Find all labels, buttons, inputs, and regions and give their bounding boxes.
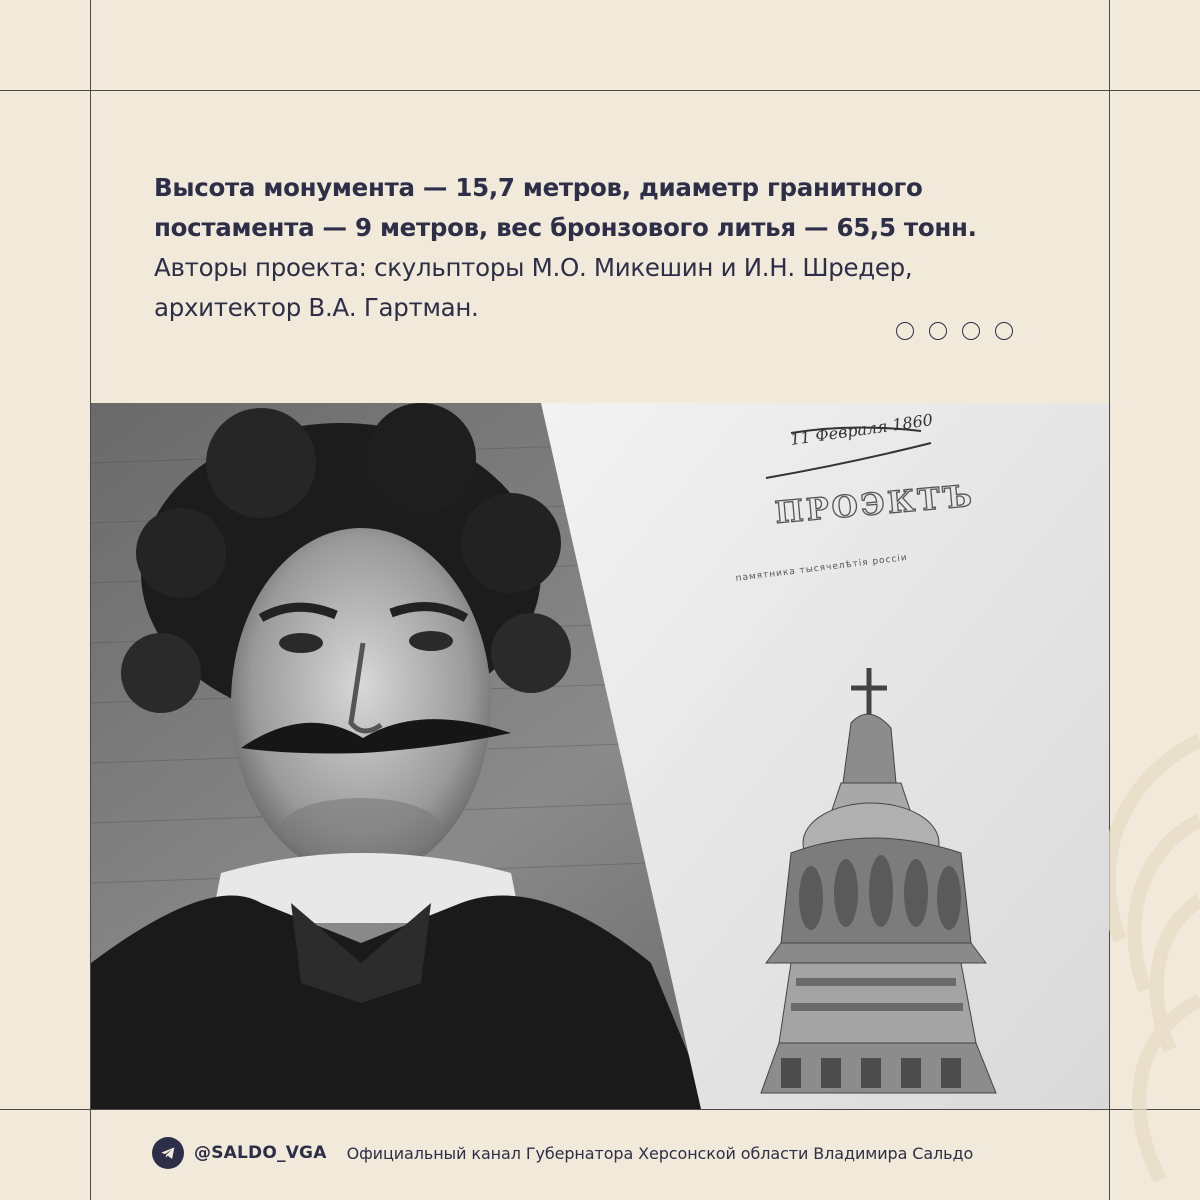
pagination-dot[interactable] [896, 322, 914, 340]
caption-bold: Высота монумента — 15,7 метров, диаметр гранитного постамента — 9 метров, вес бронзового литья — 65,5 тонн. [154, 173, 977, 242]
pagination-dots [896, 322, 1013, 344]
telegram-icon[interactable] [152, 1137, 184, 1169]
caption-text [154, 168, 1034, 328]
frame-line-top [0, 90, 1200, 91]
photo-illustration [91, 403, 1109, 1109]
svg-text:11 Февраля 1860: 11 Февраля 1860 [788, 410, 935, 449]
channel-handle[interactable]: @SALDO_VGA [194, 1143, 327, 1163]
historical-photo [91, 403, 1109, 1109]
pagination-dot[interactable] [929, 322, 947, 340]
channel-name: Официальный канал Губернатора Херсонской области Владимира Сальдо [346, 1143, 974, 1163]
pagination-dot[interactable] [995, 322, 1013, 340]
caption-regular: Авторы проекта: скульпторы М.О. Микешин и И.Н. Шредер, архитектор В.А. Гартман. [154, 253, 913, 322]
document-subtitle: памятника тысячелѣтiя россiи [735, 552, 909, 584]
footer [152, 1137, 973, 1169]
document-title: ПРОЭКТЪ [773, 478, 977, 531]
pagination-dot[interactable] [962, 322, 980, 340]
